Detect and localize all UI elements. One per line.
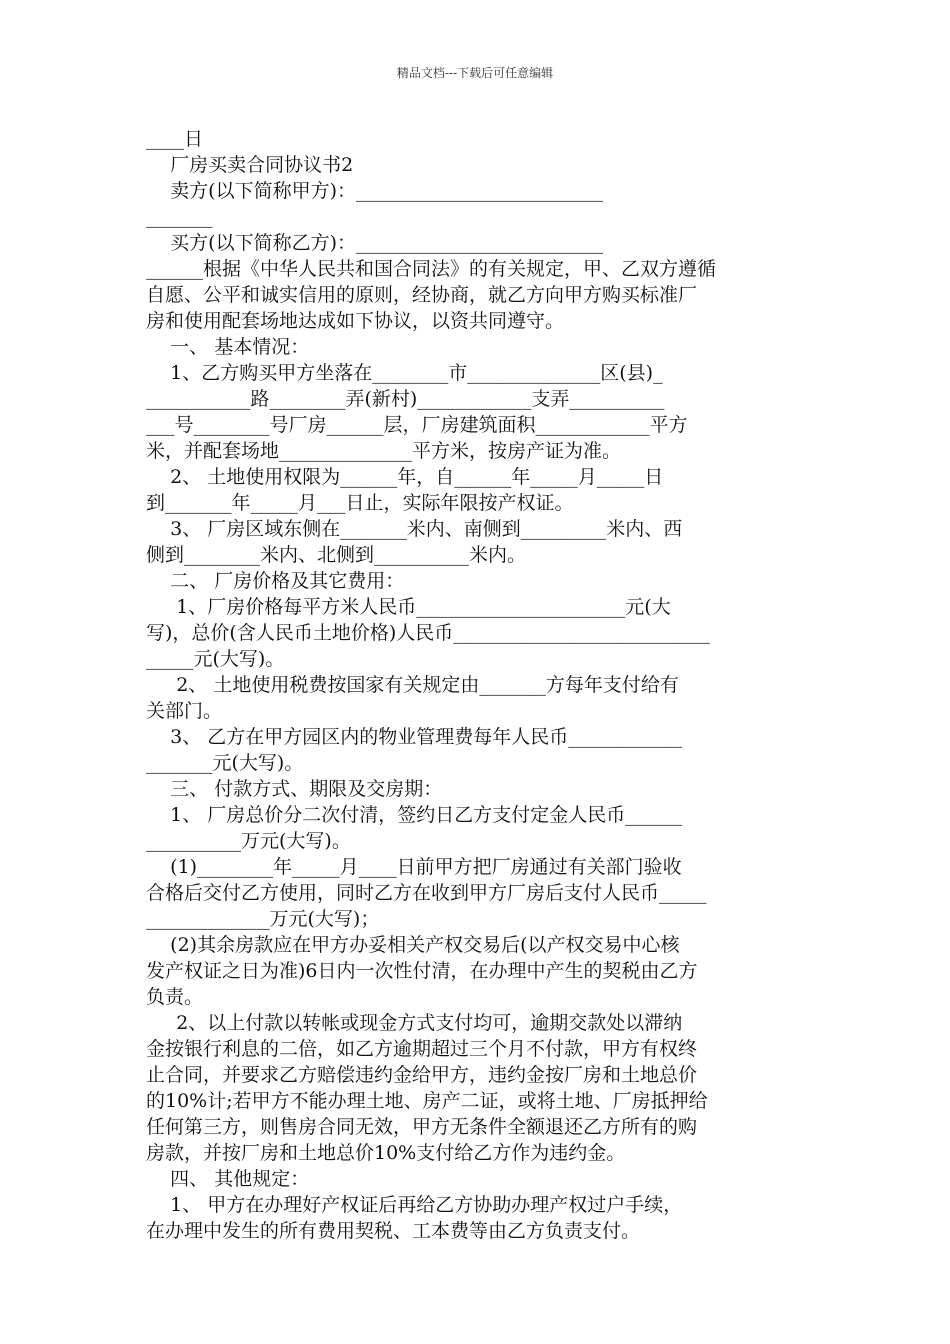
text-line: 1、 甲方在办理好产权证后再给乙方协助办理产权过户手续，: [146, 1194, 683, 1216]
text-line: 房款，并按厂房和土地总价10%支付给乙方作为违约金。: [146, 1142, 626, 1164]
document-body: [146, 126, 810, 1244]
text-line: 1、 厂房总价分二次付清，签约日乙方支付定金人民币______: [146, 804, 683, 826]
page-header: 精品文档---下载后可任意编辑: [396, 66, 554, 80]
text-line: 的10%计;若甲方不能办理土地、房产二证，或将土地、厂房抵押给: [146, 1090, 708, 1112]
text-line: 2、 土地使用税费按国家有关规定由_______方每年支付给有: [146, 674, 679, 696]
text-line: 合格后交付乙方使用，同时乙方在收到甲方厂房后支付人民币_____: [146, 882, 707, 904]
text-line: 金按银行利息的二倍，如乙方逾期超过三个月不付款，甲方有权终: [146, 1038, 698, 1060]
text-line: 侧到________米内、北侧到__________米内。: [146, 544, 527, 566]
text-line: 房和使用配套场地达成如下协议，以资共同遵守。: [146, 310, 565, 332]
text-line: 四、 其他规定：: [146, 1168, 310, 1190]
text-line: (1)________年_____月____日前甲方把厂房通过有关部门验收: [146, 856, 682, 878]
text-line: ___________路________弄(新村)____________支弄__________: [146, 388, 665, 410]
text-line: 3、 厂房区域东侧在_______米内、南侧到_________米内、西: [146, 518, 683, 540]
text-line: 负责。: [146, 986, 204, 1008]
text-line: 在办理中发生的所有费用契税、工本费等由乙方负责支付。: [146, 1220, 641, 1242]
text-line: 三、 付款方式、期限及交房期：: [146, 778, 443, 800]
text-line: 卖方(以下简称甲方)：__________________________: [146, 180, 603, 202]
text-line: 自愿、公平和诚实信用的原则，经协商，就乙方向甲方购买标准厂: [146, 284, 698, 306]
text-line: 发产权证之日为准)6日内一次性付清，在办理中产生的契税由乙方: [146, 960, 698, 982]
text-line: 写)，总价(含人民币土地价格)人民币___________________________: [146, 622, 710, 644]
text-line: _______: [146, 206, 213, 228]
text-line: 任何第三方，则售房合同无效，甲方无条件全额退还乙方所有的购: [146, 1116, 698, 1138]
text-line: 2、 土地使用权限为______年，自______年_____月_____日: [146, 466, 664, 488]
text-line: 二、 厂房价格及其它费用：: [146, 570, 405, 592]
text-line: 止合同，并要求乙方赔偿违约金给甲方，违约金按厂房和土地总价: [146, 1064, 698, 1086]
text-line: 买方(以下简称乙方)：__________________________: [146, 232, 603, 254]
text-line: 关部门。: [146, 700, 223, 722]
text-line: 米，并配套场地______________平方米，按房产证为准。: [146, 440, 622, 462]
text-line: _____________万元(大写)；: [146, 908, 380, 930]
text-line: ___号________号厂房______层，厂房建筑面积____________平方: [146, 414, 688, 436]
text-line: 3、 乙方在甲方园区内的物业管理费每年人民币____________: [146, 726, 683, 748]
text-line: 一、 基本情况：: [146, 336, 310, 358]
text-line: ______根据《中华人民共和国合同法》的有关规定，甲、乙双方遵循: [146, 258, 717, 280]
text-line: 到_______年_____月___日止，实际年限按产权证。: [146, 492, 574, 514]
text-line: (2)其余房款应在甲方办妥相关产权交易后(以产权交易中心核: [146, 934, 680, 956]
text-line: 厂房买卖合同协议书2: [146, 154, 354, 176]
text-line: _______元(大写)。: [146, 752, 304, 774]
text-line: 1、厂房价格每平方米人民币______________________元(大: [146, 596, 671, 618]
text-line: _____元(大写)。: [146, 648, 285, 670]
text-line: ____日: [146, 128, 204, 150]
text-line: __________万元(大写)。: [146, 830, 351, 852]
text-line: 1、乙方购买甲方坐落在________市______________区(县)_: [146, 362, 663, 384]
text-line: 2、以上付款以转帐或现金方式支付均可，逾期交款处以滞纳: [146, 1012, 683, 1034]
